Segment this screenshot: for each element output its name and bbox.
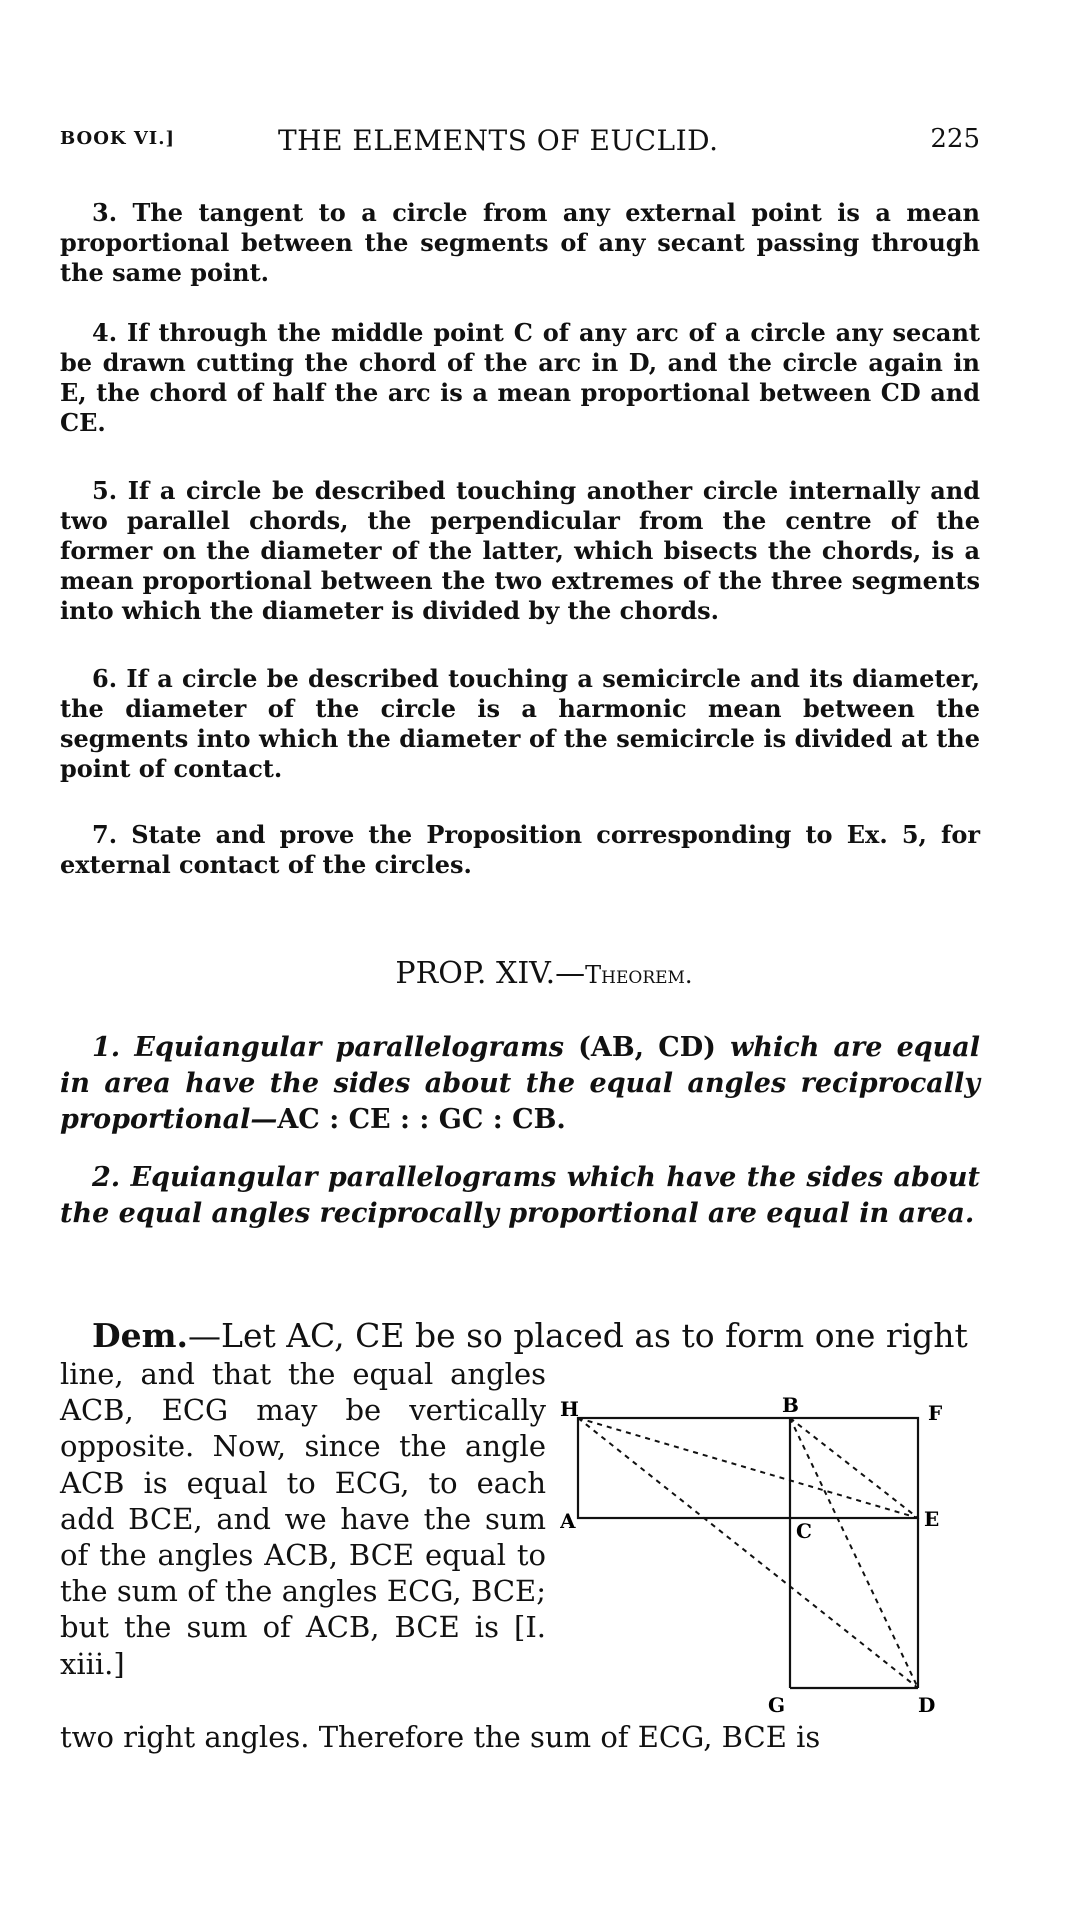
label-f: F xyxy=(928,1401,943,1425)
exercise-5: 5. If a circle be described touching another circle internally and two parallel chords, the perpendicular from the centre of the former on the diameter of the latter, which bisects the chords, is a mean proportional between the two extremes of the three segments into which the diameter is divided by the chords. xyxy=(60,476,980,625)
theorem-1-text-b: which are equal in area have the sides about the equal angles reciprocally proportional— xyxy=(60,1032,981,1135)
demonstration-label: Dem. xyxy=(92,1316,189,1355)
book-label: BOOK VI.] xyxy=(60,128,175,149)
label-a: A xyxy=(560,1509,576,1533)
theorem-part-2: 2. Equiangular parallelograms which have the sides about the equal angles reciprocally proportional are equal in area. xyxy=(60,1162,980,1229)
running-header xyxy=(60,124,980,164)
label-h: H xyxy=(560,1397,579,1421)
demonstration-last-line: two right angles. Therefore the sum of ECG, BCE is xyxy=(60,1720,821,1754)
demonstration-wrapped-text: line, and that the equal angles ACB, ECG may be vertically opposite. Now, since the angle ACB is equal to ECG, to each add BCE, and we have the sum of the angles ACB, BCE equal to the sum of the angles ECG, BCE; but the sum of ACB, BCE is [I. xiii.] xyxy=(60,1357,546,1681)
theorem-1-number: 1. xyxy=(92,1032,121,1063)
proposition-title xyxy=(0,956,1088,991)
label-c: C xyxy=(796,1519,812,1543)
label-d: D xyxy=(918,1693,936,1717)
theorem-1-text-a: Equiangular parallelograms xyxy=(134,1032,564,1063)
exercise-6: 6. If a circle be described touching a semicircle and its diameter, the diameter of the circle is a harmonic mean between the segments into which the diameter of the semicircle is divided at the point of contact. xyxy=(60,664,980,783)
exercise-7: 7. State and prove the Proposition corresponding to Ex. 5, for external contact of the circles. xyxy=(60,820,980,879)
proposition-number: PROP. XIV.— xyxy=(395,956,586,991)
proposition-kind: Theorem. xyxy=(585,961,693,989)
exercise-3: 3. The tangent to a circle from any external point is a mean proportional between the segments of any secant passing through the same point. xyxy=(60,198,980,287)
diagonal-bd xyxy=(790,1418,918,1688)
label-g: G xyxy=(768,1693,786,1717)
running-title: THE ELEMENTS OF EUCLID. xyxy=(278,124,719,157)
theorem-1-ratio: AC : CE : : GC : CB. xyxy=(277,1104,566,1135)
label-b: B xyxy=(782,1393,799,1417)
diagonal-he xyxy=(578,1418,918,1518)
label-e: E xyxy=(924,1507,940,1531)
demonstration-first-line xyxy=(60,1316,980,1356)
diagonal-hd xyxy=(578,1418,918,1688)
geometry-figure xyxy=(560,1390,980,1720)
theorem-part-1 xyxy=(60,1030,980,1138)
page-number: 225 xyxy=(930,124,980,154)
diagonal-be xyxy=(790,1418,918,1518)
exercise-4: 4. If through the middle point C of any arc of a circle any secant be drawn cutting the chord of the arc in D, and the circle again in E, the chord of half the arc is a mean proportional between CD and CE. xyxy=(60,318,980,437)
theorem-1-ref: (AB, CD) xyxy=(578,1032,716,1063)
demonstration-first-text: —Let AC, CE be so placed as to form one right xyxy=(188,1316,968,1355)
